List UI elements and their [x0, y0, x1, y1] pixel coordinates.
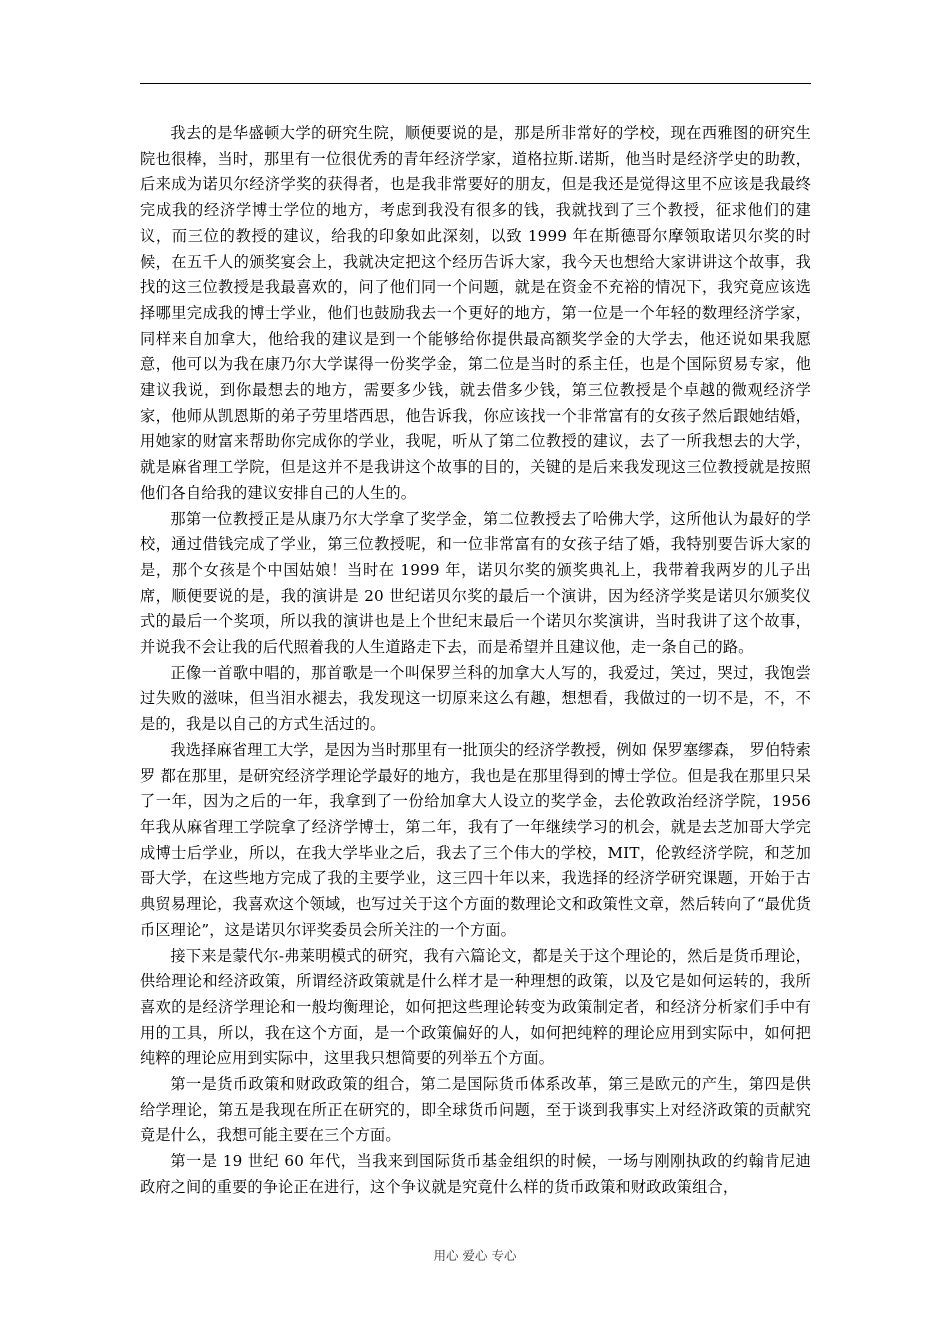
document-body	[140, 121, 811, 1201]
paragraph-5: 接下来是蒙代尔-弗莱明模式的研究，我有六篇论文，都是关于这个理论的，然后是货币理论，供给理论和经济政策，所谓经济政策就是什么样才是一种理想的政策，以及它是如何运转的，我所喜欢的是经济学理论和一般均衡理论，如何把这些理论转变为政策制定者，和经济分析家们手中有用的工具，所以，我在这个方面，是一个政策偏好的人，如何把纯粹的理论应用到实际中，如何把纯粹的理论应用到实际中，这里我只想简要的列举五个方面。	[140, 946, 811, 1068]
paragraph-2: 那第一位教授正是从康乃尔大学拿了奖学金，第二位教授去了哈佛大学，这所他认为最好的学校，通过借钱完成了学业，第三位教授呢，和一位非常富有的女孩子结了婚，我特别要告诉大家的是，那个女孩是个中国姑娘！当时在 1999 年，诺贝尔奖的颁奖典礼上，我带着我两岁的儿子出席，顺便要说的是，我的演讲是 20 世纪诺贝尔奖的最后一个演讲，因为经济学奖是诺贝尔颁奖仪式的最后一个奖项，所以我的演讲也是上个世纪末最后一个诺贝尔奖演讲，当时我讲了这个故事，并说我不会让我的后代照着我的人生道路走下去，而是希望并且建议他，走一条自己的路。	[140, 509, 811, 657]
header-rule	[140, 83, 811, 84]
paragraph-6: 第一是货币政策和财政政策的组合，第二是国际货币体系改革，第三是欧元的产生，第四是供给学理论，第五是我现在所正在研究的，即全球货币问题，至于谈到我事实上对经济政策的贡献究竟是什么，我想可能主要在三个方面。	[140, 1075, 811, 1145]
paragraph-3: 正像一首歌中唱的，那首歌是一个叫保罗兰科的加拿大人写的，我爱过，笑过，哭过，我饱尝过失败的滋味，但当泪水褪去，我发现这一切原来这么有趣，想想看，我做过的一切不是，不，不是的，我是以自己的方式生活过的。	[140, 663, 811, 734]
paragraph-1: 我去的是华盛顿大学的研究生院，顺便要说的是，那是所非常好的学校，现在西雅图的研究生院也很棒，当时，那里有一位很优秀的青年经济学家，道格拉斯.诺斯，他当时是经济学史的助教，后来成为诺贝尔经济学奖的获得者，也是我非常要好的朋友，但是我还是觉得这里不应该是我最终完成我的经济学博士学位的地方，考虑到我没有很多的钱，我就找到了三个教授，征求他们的建议，而三位的教授的建议，给我的印象如此深刻，以致 1999 年在斯德哥尔摩领取诺贝尔奖的时候，在五千人的颁奖宴会上，我就决定把这个经历告诉大家，我今天也想给大家讲讲这个故事，我找的这三位教授是我最喜欢的，问了他们同一个问题，就是在资金不充裕的情况下，我究竟应该选择哪里完成我的博士学业，他们也鼓励我去一个更好的地方，第一位是一个年轻的数理经济学家，同样来自加拿大，他给我的建议是到一个能够给你提供最高额奖学金的大学去，他还说如果我愿意，他可以为我在康乃尔大学谋得一份奖学金，第二位是当时的系主任，也是个国际贸易专家，他建议我说，到你最想去的地方，需要多少钱，就去借多少钱，第三位教授是个卓越的微观经济学家，他师从凯恩斯的弟子劳里塔西思，他告诉我，你应该找一个非常富有的女孩子然后跟她结婚，用她家的财富来帮助你完成你的学业，我呢，听从了第二位教授的建议，去了一所我想去的大学，就是麻省理工学院，但是这并不是我讲这个故事的目的，关键的是后来我发现这三位教授就是按照他们各自给我的建议安排自己的人生的。	[140, 124, 811, 502]
paragraph-7: 第一是 19 世纪 60 年代，当我来到国际货币基金组织的时候，一场与刚刚执政的约翰肯尼迪政府之间的重要的争论正在进行，这个争议就是究竟什么样的货币政策和财政政策组合，	[140, 1152, 811, 1196]
paragraph-4: 我选择麻省理工大学，是因为当时那里有一批顶尖的经济学教授，例如 保罗塞缪森， 罗伯特索罗 都在那里，是研究经济学理论学最好的地方，我也是在那里得到的博士学位。但是我在那里只呆了一年，因为之后的一年，我拿到了一份给加拿大人设立的奖学金，去伦敦政治经济学院，1956 年我从麻省理工学院拿了经济学博士，第二年，我有了一年继续学习的机会，就是去芝加哥大学完成博士后学业，所以，在我大学毕业之后，我去了三个伟大的学校，MIT，伦敦经济学院，和芝加哥大学，在这些地方完成了我的主要学业，这三四十年以来，我选择的经济学研究课题，开始于古典贸易理论，我喜欢这个领域，也写过关于这个方面的数理论文和政策性文章，然后转向了“最优货币区理论”，这是诺贝尔评奖委员会所关注的一个方面。	[140, 740, 811, 939]
page-footer: 用心 爱心 专心	[433, 1248, 517, 1263]
